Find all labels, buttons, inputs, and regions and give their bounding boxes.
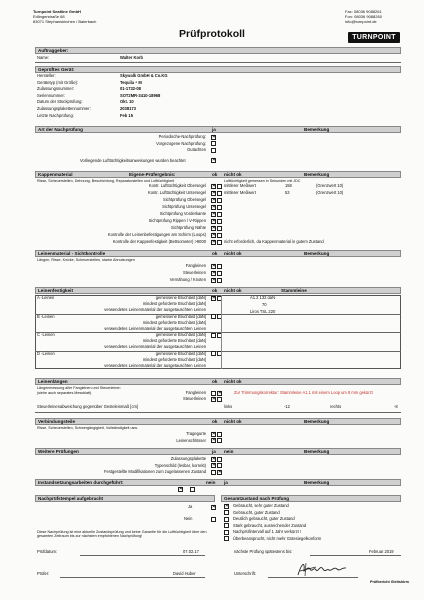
col-ok: ok	[212, 172, 218, 177]
instand-nein-checkbox[interactable]	[178, 487, 183, 492]
links-value: -12	[284, 404, 290, 409]
sicht-row-label: Steuerleinen	[183, 270, 206, 275]
leinenlaengen-sub1: Längenmessung aller Fangleinen und Steuerleinen	[37, 386, 121, 390]
section-title: Leinenlängen	[38, 379, 68, 384]
kappen-ok-checkbox[interactable]	[211, 184, 216, 189]
verbindung-sub: Risse, Scheuerstellen, Schwergängigkeit, Vollständigkeit usw.	[37, 426, 138, 430]
kappen-nichtok-checkbox[interactable]	[217, 226, 222, 231]
gesamt-checkbox[interactable]	[224, 517, 229, 522]
company-phone: Fon: 08036 9088260	[345, 14, 382, 19]
kappen-row-label: Sichtprüfung Vorderkante	[159, 211, 206, 216]
section-title: Instandsetzungsarbeiten durchgeführt:	[38, 480, 124, 485]
gesamt-row-label: Gebraucht, guter Zustand	[233, 509, 280, 515]
a-value-3: Liros TSL 220	[250, 309, 276, 314]
instand-ja-checkbox[interactable]	[190, 487, 195, 492]
stempel-ja-label: Ja	[188, 504, 193, 509]
section-art	[35, 126, 401, 133]
col-nichtok: nicht ok	[224, 379, 242, 384]
verb-row-label: Tragegurte	[186, 431, 206, 436]
fest-ok-checkbox[interactable]	[211, 351, 216, 356]
section-instand	[35, 479, 401, 486]
kappen-ok-checkbox[interactable]	[211, 212, 216, 217]
kappen-row-label: Sichtprüfung Obersegel	[162, 197, 206, 202]
kappen-ok-checkbox[interactable]	[211, 219, 216, 224]
col-bemerkung: Bemerkung	[304, 127, 330, 132]
col-ja: ja	[224, 480, 228, 485]
fest-group-name: D -Leinen	[37, 350, 55, 356]
stempel-ja-checkbox[interactable]	[211, 505, 216, 510]
fest-row-label: gemessene Bruchlast [daN]	[155, 350, 206, 356]
kappen-row-label: Sichtprüfung Nähte	[170, 225, 206, 230]
verb-ok-checkbox[interactable]	[211, 438, 216, 443]
gesamt-checkbox[interactable]	[224, 523, 229, 528]
rechts-label: rechts	[330, 404, 342, 409]
col-nichtok: nicht ok	[224, 251, 242, 256]
pruefer-value: David Huber	[173, 571, 196, 576]
company-email: info@turnpoint.de	[345, 19, 377, 24]
laengen-row-label: Steuerleinen	[183, 396, 206, 401]
col-bemerkung: Bemerkung	[304, 419, 330, 424]
kappen-row-label: Kontr. Lufttüchtigkeit Obersegel	[148, 183, 206, 188]
kappen-nichtok-checkbox[interactable]	[217, 205, 222, 210]
geraet-label: Seriennummer:	[37, 92, 65, 98]
verb-nichtok-checkbox[interactable]	[217, 438, 222, 443]
fest-col-divider	[221, 295, 222, 369]
weitere-nein-checkbox[interactable]	[217, 457, 222, 462]
art-footer-checkbox[interactable]	[211, 158, 216, 163]
kappen-m1-unit: (Grenzwert 10)	[316, 183, 344, 188]
section-leinenlaengen	[35, 378, 401, 385]
sicht-ok-checkbox[interactable]	[211, 264, 216, 269]
kappen-row-label: Sichtprüfung Rippen / V-Rippen	[148, 218, 206, 223]
geraet-value: 2038173	[120, 106, 136, 111]
kappen-sub: Risse, Scheuerstellen, Dehnung, Beschichtung, Reparaturstellen und Lufttüchtigkeit	[37, 179, 174, 183]
laengen-row-label: Fangleinen	[185, 390, 206, 395]
geraet-label: Datum der Stückprüfung:	[37, 99, 83, 105]
col-ja: ja	[212, 449, 216, 454]
gesamt-row-label: Deutlich gebraucht, guter Zustand	[233, 516, 295, 521]
stempel-nein-label: Nein	[184, 516, 193, 521]
geraet-value: Skywalk GmbH & Co.KG	[120, 73, 168, 78]
kappen-m1-label: mittlerer Meßwert	[224, 183, 256, 188]
sicht-nichtok-checkbox[interactable]	[217, 264, 222, 269]
col-eigen: Eigene-Prüfergebnis:	[129, 172, 176, 177]
section-title: Leinenmaterial - Sichtkontrolle	[38, 251, 106, 256]
fest-row-label: verwendetes Leinenmaterial der ausgetauschten Leinen	[104, 362, 206, 368]
art-row-label: Periodische-Nachprüfung:	[158, 134, 206, 139]
pruefer-line	[60, 577, 205, 578]
divider	[35, 62, 401, 63]
col-ok: ok	[212, 379, 218, 384]
section-title: Auftraggeber:	[38, 48, 69, 53]
fest-row-label: verwendetes Leinenmaterial der ausgetauschten Leinen	[104, 307, 206, 312]
art-row-label: Vorgezogene Nachprüfung:	[156, 140, 206, 146]
leinen-sicht-sub: Längen, Risse, Knicke, Scheuerstellen, starke Abnutzungen	[37, 258, 135, 262]
sicht-ok-checkbox[interactable]	[211, 278, 216, 283]
geraet-value: 01-1732-08	[120, 86, 141, 92]
naechste-line	[310, 555, 401, 556]
laengen-nichtok-checkbox[interactable]	[217, 391, 222, 396]
section-title: Weitere Prüfungen	[38, 449, 79, 454]
auftraggeber-value: Walter Korb	[120, 55, 144, 60]
fest-row-label: mindest geforderte Bruchlast [daN]	[142, 301, 206, 306]
kappen-nichtok-checkbox[interactable]	[217, 240, 222, 245]
section-leinen-fest	[35, 287, 401, 294]
col-nein: nein	[224, 449, 234, 454]
weitere-ja-checkbox[interactable]	[211, 470, 216, 475]
fest-ok-checkbox[interactable]	[211, 296, 216, 301]
verb-row-label: Leinenschlösser	[176, 437, 206, 443]
kappen-nichtok-checkbox[interactable]	[217, 219, 222, 224]
verb-ok-checkbox[interactable]	[211, 432, 216, 437]
gesamt-row-label: Überbeansprucht, nicht mehr Gütesiegelkonform	[233, 535, 322, 541]
weitere-ja-checkbox[interactable]	[211, 457, 216, 462]
kappen-m2-value: 53	[285, 190, 290, 195]
weitere-row-label: Typenschild (lesbar, korrekt)	[154, 462, 206, 468]
pruefer-label: Prüfer:	[37, 571, 50, 576]
company-street: Edlingerstraße 68	[33, 14, 65, 19]
signature	[296, 560, 348, 578]
section-title: Kappenmaterial	[38, 172, 73, 177]
kappen-ok-checkbox[interactable]	[211, 191, 216, 196]
section-geraet	[35, 66, 401, 73]
naechste-label: nächste Prüfung spätestens bis:	[234, 549, 293, 554]
weitere-nein-checkbox[interactable]	[217, 470, 222, 475]
laengen-ok-checkbox[interactable]	[211, 391, 216, 396]
fest-row-label: gemessene Bruchlast [daN]	[155, 295, 206, 300]
section-title: Nachprüfstempel aufgebracht	[38, 496, 104, 501]
art-checkbox[interactable]	[211, 141, 216, 146]
kappen-m2-unit: (Grenzwert 10)	[316, 190, 344, 195]
pruefdatum-label: Prüfdatum:	[37, 549, 58, 554]
col-ok: ok	[212, 419, 218, 424]
section-gesamt	[221, 495, 401, 502]
rechts-value: -8	[394, 404, 398, 409]
geraet-label: Gerätetyp (mit Größe):	[37, 79, 79, 85]
section-auftraggeber	[35, 47, 401, 54]
geraet-value: Okt. 10	[120, 99, 134, 105]
fest-group-name: A -Leinen	[37, 295, 55, 300]
links-label: links	[224, 404, 233, 409]
naechste-value: Februar 2019	[369, 549, 394, 554]
section-title: Leinenfestigkeit	[38, 288, 73, 293]
col-bemerkung: Bemerkung	[304, 251, 330, 256]
gesamt-row-label: Stark gebraucht, ausreichender Zustand	[233, 522, 307, 528]
stempel-note: Diese Nachprüfung ist eine aktuelle Zustandsprüfung und keine Garantie für die Lufttüchtigkeit über den gesamten Zeitraum bis zur nächsten empfohlenen Nachprüfung!	[37, 530, 207, 539]
weitere-ja-checkbox[interactable]	[211, 463, 216, 468]
section-kappen	[35, 171, 401, 178]
laengen-ok-checkbox[interactable]	[211, 397, 216, 402]
kappen-nichtok-checkbox[interactable]	[217, 212, 222, 217]
section-title: Gesamtzustand nach Prüfung	[224, 496, 290, 501]
sicht-row-label: Vernähung / Knoten	[169, 277, 206, 282]
fest-row-label: mindest geforderte Bruchlast [daN]	[142, 319, 206, 325]
diff-label: Steuerleinenabweichung gegenüber Gesteleinmaß [cm]	[37, 404, 139, 409]
company-fax: Fax: 08036 9088261	[345, 9, 382, 14]
laengen-nichtok-checkbox[interactable]	[217, 397, 222, 402]
kappen-row-label: Kontrolle der Kappenfestigkeit (Bettsometer) >9000	[112, 239, 206, 244]
kappen-note: Lufttüchtigkeit gemessen in Sekunden mit JDC	[224, 179, 301, 183]
pruefdatum-value: 07.02.17	[183, 549, 199, 554]
art-row-label: Gutachten	[187, 147, 206, 152]
kappen-row-label: Kontr. Lufttüchtigkeit Untersegel	[147, 190, 206, 195]
auftraggeber-label: Name:	[37, 55, 50, 60]
geraet-value: SOT2MR-3410-18968	[120, 92, 161, 98]
turnpoint-logo: TURNPOINT	[348, 32, 400, 43]
fest-row-label: gemessene Bruchlast [daN]	[155, 332, 206, 337]
fest-row-label: gemessene Bruchlast [daN]	[155, 313, 206, 319]
kappen-nichtok-checkbox[interactable]	[217, 191, 222, 196]
company-name: Turnpoint Seatline GmbH	[33, 9, 81, 14]
a-value-1: A1.2 132 daN	[250, 295, 276, 300]
gesamt-row-label: Gebraucht, sehr guter Zustand	[233, 503, 289, 508]
fest-ok-checkbox[interactable]	[211, 314, 216, 319]
fest-group-name: B -Leinen	[37, 313, 55, 319]
kappen-ok-checkbox[interactable]	[211, 205, 216, 210]
kappen-m1-value: 158	[285, 183, 292, 188]
art-checkbox[interactable]	[211, 148, 216, 153]
a-value-2: 70	[262, 302, 267, 307]
unterschrift-label: Unterschrift:	[234, 571, 257, 576]
col-nichtok: nicht ok	[224, 419, 242, 424]
fest-group-name: C -Leinen	[37, 332, 55, 337]
fest-row-label: mindest geforderte Bruchlast [daN]	[142, 356, 206, 362]
section-title: Art der Nachprüfung	[38, 127, 83, 132]
sicht-nichtok-checkbox[interactable]	[217, 271, 222, 276]
section-title: Geprüftes Gerät:	[38, 67, 75, 72]
fest-ok-checkbox[interactable]	[211, 333, 216, 338]
kappen-row-label: Kontrolle der Leinenbefestigungen am Schirm (Loops)	[107, 232, 206, 237]
col-nichtok: nicht ok	[224, 288, 242, 293]
page-title: Prüfprotokoll	[179, 28, 245, 40]
kappen-nichtok-checkbox[interactable]	[217, 184, 222, 189]
kappen-ok-checkbox[interactable]	[211, 226, 216, 231]
sicht-ok-checkbox[interactable]	[211, 271, 216, 276]
section-leinen-sicht	[35, 250, 401, 257]
document-type: Prüfbericht Gleitshirm	[370, 580, 409, 584]
sicht-row-label: Fangleinen	[185, 263, 206, 268]
company-city: 83071 Stephanskirchen / Baierbach	[33, 19, 97, 24]
fest-row-label: verwendetes Leinenmaterial der ausgetauschten Leinen	[104, 325, 206, 331]
col-ok: ok	[212, 288, 218, 293]
col-ok: ok	[212, 251, 218, 256]
kappen-m2-label: mittlerer Meßwert	[224, 190, 256, 195]
gesamt-checkbox[interactable]	[224, 504, 229, 509]
kappen-ok-checkbox[interactable]	[211, 240, 216, 245]
kappen-nichtok-checkbox[interactable]	[217, 198, 222, 203]
geraet-value: Feb 15	[120, 112, 133, 118]
pruefdatum-line	[80, 555, 205, 556]
stempel-nein-checkbox[interactable]	[211, 517, 216, 522]
col-bemerkung: Bemerkung	[304, 449, 330, 454]
kappen-ok-checkbox[interactable]	[211, 233, 216, 238]
col-bemerkung: Bemerkung	[304, 172, 330, 177]
leinenlaengen-bemerkung: Zur Trimmungskorrektur: Stammleine A1.1 mit einem Loop um 8 mm gekürzt	[234, 390, 373, 395]
leinenlaengen-sub2: (siehe auch separates Messblatt)	[37, 391, 92, 395]
gesamt-row-label: Nachprüfintervall auf 1 Jahr verkürzt !	[233, 529, 302, 534]
geraet-value: Tequila ⁴ M	[120, 79, 142, 85]
geraet-label: Letzte Nachprüfung:	[37, 112, 74, 118]
divider	[35, 412, 401, 413]
section-weitere	[35, 448, 401, 455]
gesamt-checkbox[interactable]	[224, 536, 229, 541]
section-verbindung	[35, 418, 401, 425]
kappen-ok-checkbox[interactable]	[211, 198, 216, 203]
art-checkbox[interactable]	[211, 135, 216, 140]
kappen-fest-note: nicht erforderlich, da Kappenmaterial in gutem Zustand	[224, 239, 324, 244]
weitere-row-label: Zulassungsplakette	[170, 456, 206, 461]
gesamt-checkbox[interactable]	[224, 510, 229, 515]
geraet-label: Hersteller:	[37, 73, 56, 78]
col-nein: nein	[206, 480, 216, 485]
col-bemerkung: Bemerkung	[304, 480, 330, 485]
art-footer: Vorliegende Lufttüchtigkeitsanweisungen wurden beachtet	[80, 158, 186, 163]
geraet-label: Zulassungsnummer:	[37, 86, 75, 92]
company-address	[33, 9, 96, 24]
kappen-row-label: Sichtprüfung Untersegel	[162, 204, 206, 209]
section-title: Verbindungsteile	[38, 419, 76, 424]
col-ja: ja	[212, 127, 216, 132]
col-stammleine: Stammleine	[281, 288, 307, 293]
weitere-nein-checkbox[interactable]	[217, 463, 222, 468]
section-stempel	[35, 495, 215, 502]
fest-row-label: verwendetes Leinenmaterial der ausgetauschten Leinen	[104, 344, 206, 349]
col-nichtok: nicht ok	[224, 172, 242, 177]
company-contact	[345, 9, 382, 24]
fest-row-label: mindest geforderte Bruchlast [daN]	[142, 338, 206, 343]
weitere-row-label: Festgestellte Modifikationen zum zugelassenen Zustand	[104, 469, 206, 474]
gesamt-checkbox[interactable]	[224, 530, 229, 535]
verb-nichtok-checkbox[interactable]	[217, 432, 222, 437]
kappen-nichtok-checkbox[interactable]	[217, 233, 222, 238]
sicht-nichtok-checkbox[interactable]	[217, 278, 222, 283]
geraet-label: Zulassungsplakettennummer:	[37, 106, 91, 111]
